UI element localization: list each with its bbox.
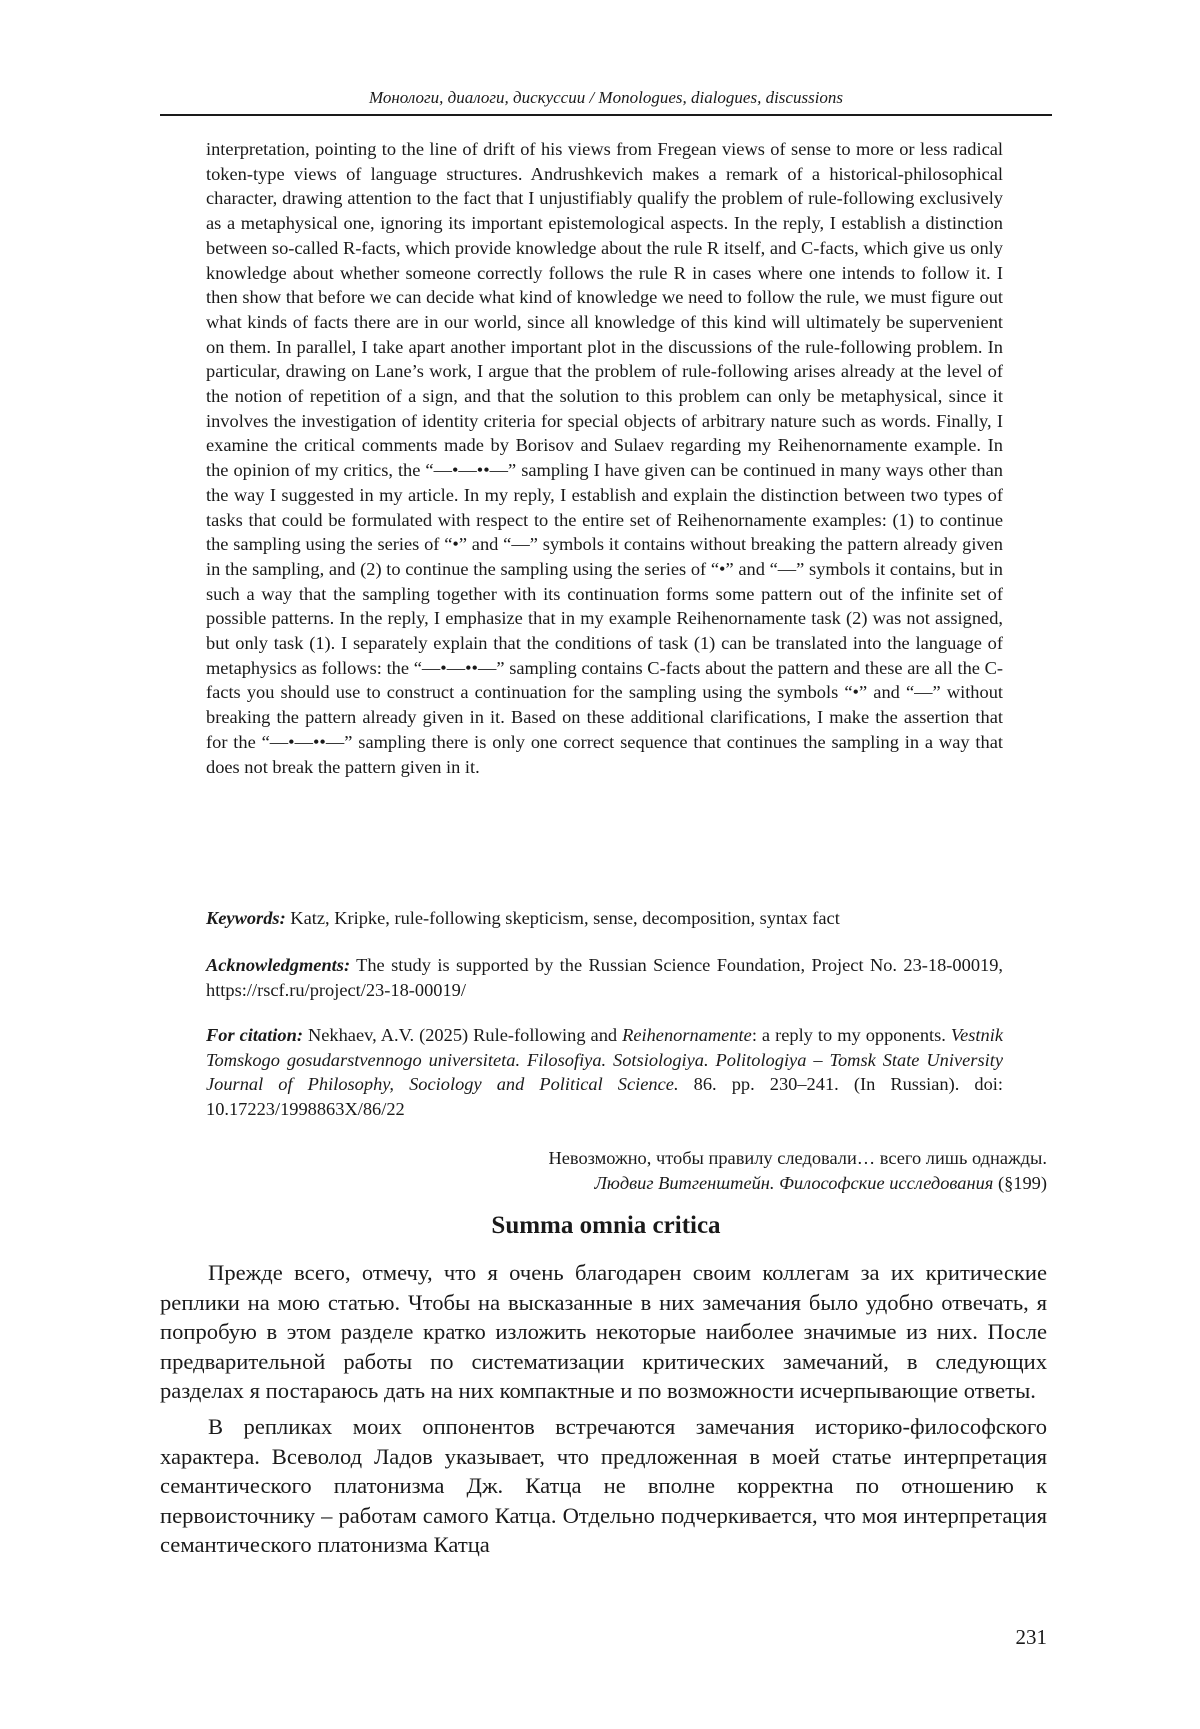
epigraph-quote: Невозможно, чтобы правилу следовали… всего лишь однажды. (548, 1148, 1047, 1168)
keywords-text: Katz, Kripke, rule-following skepticism, sense, decomposition, syntax fact (285, 908, 840, 928)
epigraph-source (300, 1171, 1047, 1196)
section-title: Summa omnia critica (491, 1212, 721, 1239)
page-number: 231 (1015, 1625, 1047, 1649)
citation-journal: Vestnik Tomskogo gosudarstvennogo universiteta. Filosofiya. Sotsiologiya. Politologiya – Tomsk State University Journal of Philosophy, Sociology and Political Science. (206, 1025, 1003, 1095)
citation-article-title: Reihenornamente (622, 1025, 752, 1045)
abstract-text: interpretation, pointing to the line of drift of his views from Fregean views of sense to more or less radical token-type views of language structures. Andrushkevich makes a remark of a historical-philosophical character, drawing attention to the fact that I unjustifiably qualify the problem of rule-following exclusively as a metaphysical one, ignoring its important epistemological aspects. In the reply, I establish a distinction between so-called R-facts, which provide knowledge about the rule R itself, and C-facts, which give us only knowledge about whether someone correctly follows the rule R in cases where one intends to follow it. I then show that before we can decide what kind of knowledge we need to follow the rule, we must figure out what kinds of facts there are in our world, since all knowledge of this kind will ultimately be supervenient on them. In parallel, I take apart another important plot in the discussions of the rule-following problem. In particular, drawing on Lane’s work, I argue that the problem of rule-following arises already at the level of the notion of repetition of a sign, and that the solution to this problem can only be metaphysical, since it involves the investigation of identity criteria for special objects of arbitrary nature such as words. Finally, I examine the critical comments made by Borisov and Sulaev regarding my Reihenornamente example. In the opinion of my critics, the “—•—••—” sampling I have given can be continued in many ways other than the way I suggested in my article. In my reply, I establish and explain the distinction between two types of tasks that could be formulated with respect to the entire set of Reihenornamente examples: (1) to continue the sampling using the series of “•” and “—” symbols it contains without breaking the pattern already given in the sampling, and (2) to continue the sampling using the series of “•” and “—” symbols it contains, but in such a way that the sampling together with its continuation forms some pattern out of the infinite set of possible patterns. In the reply, I emphasize that in my example Reihenornamente task (2) was not assigned, but only task (1). I separately explain that the conditions of task (1) can be translated into the language of metaphysics as follows: the “—•—••—” sampling contains C-facts about the pattern and these are all the C-facts you should use to construct a continuation for the sampling using the symbols “•” and “—” without breaking the pattern already given in it. Based on these additional clarifications, I make the assertion that for the “—•—••—” sampling there is only one correct sequence that continues the sampling in a way that does not break the pattern given in it. (206, 139, 1003, 777)
epigraph-source-title: Людвиг Витгенштейн. Философские исследования (594, 1172, 994, 1193)
citation (206, 1023, 1003, 1122)
citation-part1: Nekhaev, A.V. (2025) Rule-following and (302, 1025, 623, 1045)
acknowledgments-label: Acknowledgments: (206, 955, 351, 975)
body-paragraph: В репликах моих оппонентов встречаются замечания историко-философского характера. Всеволод Ладов указывает, что предложенная в моей статье интерпретация семантического платонизма Дж. Катца не вполне корректна по отношению к первоисточнику – работам самого Катца. Отдельно подчеркивается, что моя интерпретация семантического платонизма Катца (160, 1413, 1047, 1558)
citation-part3: 86. pp. 230–241. (In Russian). doi: 10.17223/1998863X/86/22 (206, 1074, 1004, 1120)
acknowledgments-text: The study is supported by the Russian Science Foundation, Project No. 23-18-00019, https://rscf.ru/project/23-18-00019/ (206, 955, 1003, 1000)
citation-label: For citation: (206, 1025, 303, 1045)
header-rule (160, 114, 1052, 116)
citation-part2: : a reply to my opponents. (751, 1025, 951, 1045)
body-text (160, 1258, 1047, 1566)
acknowledgments (206, 953, 1003, 1002)
keywords-label: Keywords: (206, 908, 286, 928)
epigraph-source-ref: (§199) (993, 1172, 1047, 1193)
keywords (206, 906, 1003, 931)
running-head: Монологи, диалоги, дискуссии / Monologues, dialogues, discussions (368, 88, 844, 107)
body-paragraph: Прежде всего, отмечу, что я очень благодарен своим коллегам за их критические реплики на мою статью. Чтобы на высказанные в них замечания было удобно отвечать, я попробую в этом разделе кратко изложить некоторые наиболее значимые из них. После предварительной работы по систематизации критических замечаний, в следующих разделах я постараюсь дать на них компактные и по возможности исчерпывающие ответы. (160, 1260, 1047, 1404)
epigraph (300, 1146, 1047, 1195)
abstract (206, 137, 1003, 779)
